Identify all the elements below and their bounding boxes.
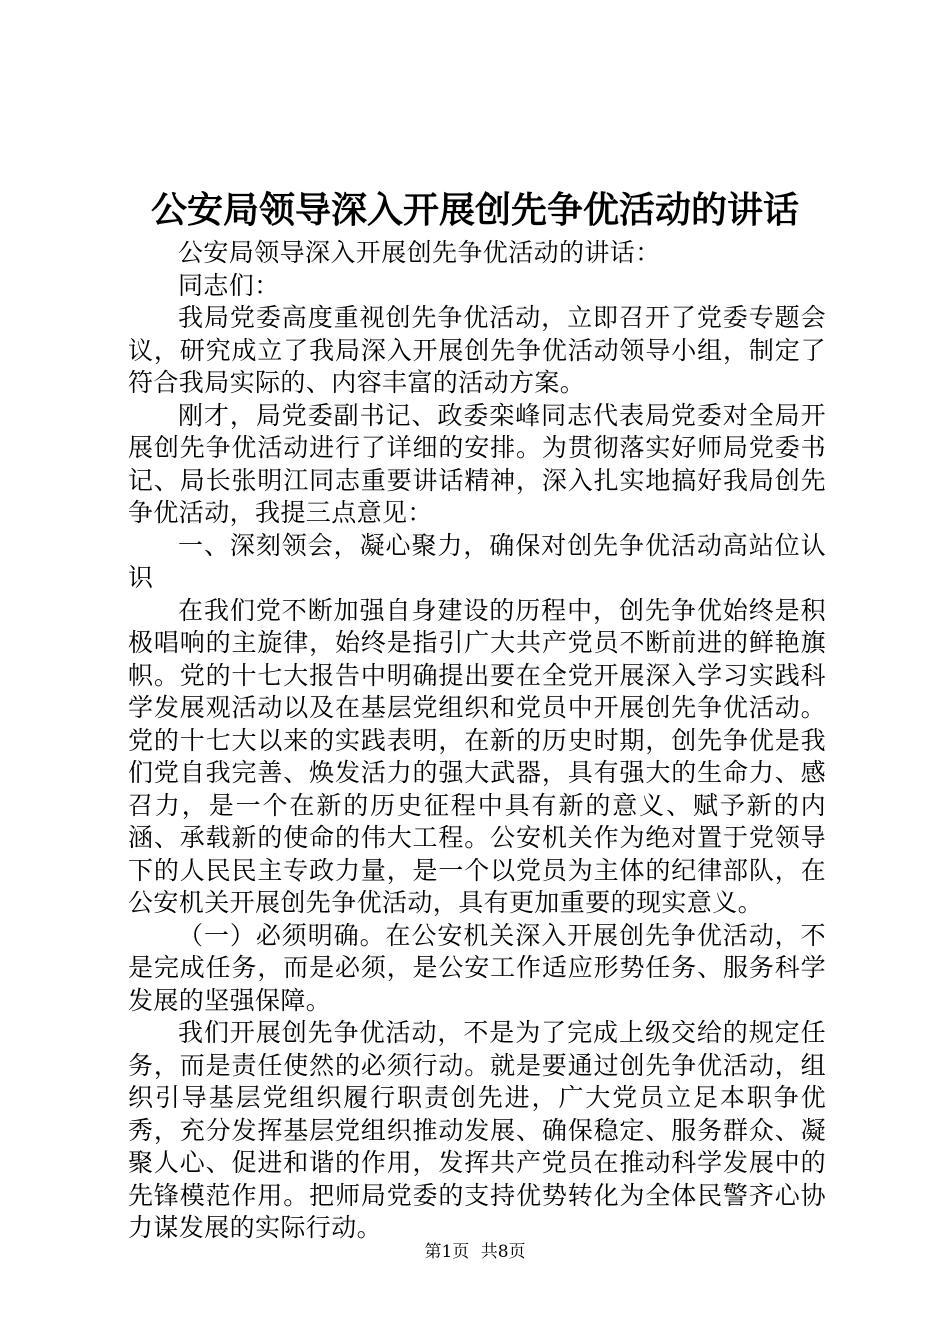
paragraph: 刚才，局党委副书记、政委栾峰同志代表局党委对全局开展创先争优活动进行了详细的安排。为贯彻落实好师局党委书记、局长张明江同志重要讲话精神，深入扎实地搞好我局创先争优活动，我提三点意见：	[128, 400, 826, 527]
subsection-heading: （一）必须明确。在公安机关深入开展创先争优活动，不是完成任务，而是必须，是公安工作适应形势任务、服务科学发展的坚强保障。	[128, 920, 826, 1015]
page-total: 共8页	[480, 1242, 526, 1262]
paragraph: 我局党委高度重视创先争优活动，立即召开了党委专题会议，研究成立了我局深入开展创先争优活动领导小组，制定了符合我局实际的、内容丰富的活动方案。	[128, 303, 826, 397]
paragraph-salutation: 同志们：	[178, 270, 280, 300]
paragraph-heading: 公安局领导深入开展创先争优活动的讲话：	[178, 238, 661, 267]
section-heading: 一、深刻领会，凝心聚力，确保对创先争优活动高站位认识	[128, 530, 826, 592]
page-number: 第1页	[424, 1242, 470, 1262]
paragraph: 我们开展创先争优活动，不是为了完成上级交给的规定任务，而是责任使然的必须行动。就是要通过创先争优活动，组织引导基层党组织履行职责创先进，广大党员立足本职争优秀，充分发挥基层党组织推动发展、确保稳定、服务群众、凝聚人心、促进和谐的作用，发挥共产党员在推动科学发展中的先锋模范作用。把师局党委的支持优势转化为全体民警齐心协力谋发展的实际行动。	[128, 1018, 826, 1242]
page-footer	[0, 1240, 950, 1264]
document-title: 公安局领导深入开展创先争优活动的讲话	[150, 189, 799, 231]
document-body	[128, 237, 826, 1245]
paragraph: 在我们党不断加强自身建设的历程中，创先争优始终是积极唱响的主旋律，始终是指引广大共产党员不断前进的鲜艳旗帜。党的十七大报告中明确提出要在全党开展深入学习实践科学发展观活动以及在基层党组织和党员中开展创先争优活动。党的十七大以来的实践表明，在新的历史时期，创先争优是我们党自我完善、焕发活力的强大武器，具有强大的生命力、感召力，是一个在新的历史征程中具有新的意义、赋予新的内涵、承载新的使命的伟大工程。公安机关作为绝对置于党领导下的人民民主专政力量，是一个以党员为主体的纪律部队，在公安机关开展创先争优活动，具有更加重要的现实意义。	[128, 595, 826, 917]
